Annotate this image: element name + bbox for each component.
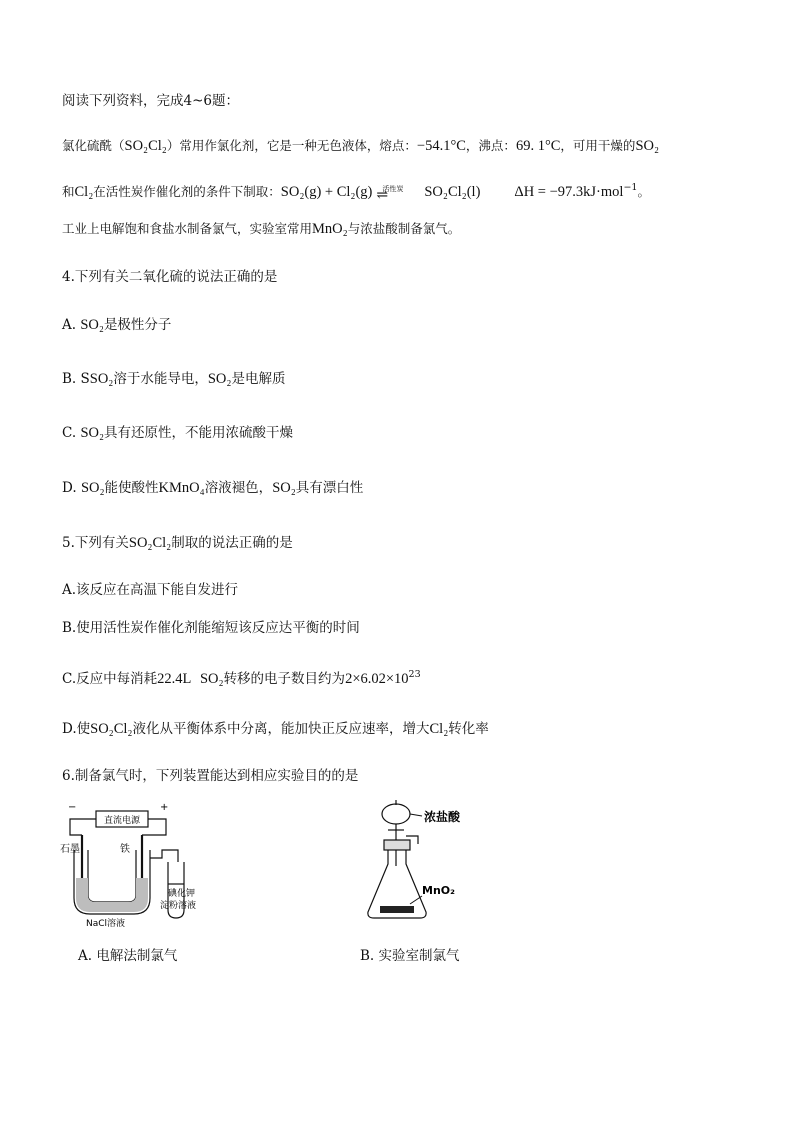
q5-option-c[interactable]: C.反应中每消耗22.4L SO₂转移的电子数目约为$2\times 6.02\times 10^{23}$	[62, 669, 421, 687]
delivery-tube	[150, 850, 178, 862]
q4-option-d[interactable]: D. SO₂能使酸性KMnO₄溶液褪色，SO₂具有漂白性	[62, 480, 364, 496]
plus-terminal-label: +	[160, 802, 169, 813]
minus-terminal-label: −	[68, 802, 77, 813]
intro-text: 阅读下列资料，完成4~6题：	[62, 93, 239, 109]
graphite-label: 石墨	[60, 844, 80, 855]
separatory-funnel	[382, 804, 410, 824]
q4-option-a[interactable]: A. SO₂是极性分子	[62, 317, 172, 333]
equation-left: SO₂(g) + Cl₂(g)	[280, 184, 373, 200]
enthalpy: ΔH = −97.3kJ·mol	[514, 184, 624, 200]
electrolysis-apparatus-figure[interactable]	[56, 800, 256, 930]
q4-option-b[interactable]: B. SSO₂溶于水能导电，SO₂是电解质	[62, 371, 286, 387]
material-line-3: 工业上电解饱和食盐水制备氯气，实验室常用MnO₂与浓盐酸制备氯气。	[62, 221, 461, 237]
nacl-solution-label: NaCl溶液	[86, 919, 126, 929]
ki-label: 碘化钾	[168, 889, 196, 899]
mno2-label: MnO₂	[422, 884, 455, 897]
u-tube-inner	[88, 850, 136, 902]
q5-option-b[interactable]: B.使用活性炭作催化剂能缩短该反应达平衡的时间	[62, 620, 360, 636]
equilibrium-arrow-icon: ⇌	[376, 186, 389, 203]
conc-hcl-label: 浓盐酸	[424, 810, 461, 824]
q4-stem: 4.下列有关二氧化硫的说法正确的是	[62, 269, 278, 285]
material-line-2: 和Cl₂在活性炭作催化剂的条件下制取：SO₂(g) + Cl₂(g) 活性炭 ⇌ SO₂Cl₂(l) ΔH = −97.3kJ·mol$^{-1}$。	[62, 182, 650, 203]
q6-stem: 6.制备氯气时，下列装置能达到相应实验目的的是	[62, 768, 359, 784]
reversible-arrow: 活性炭 ⇌	[376, 184, 404, 203]
equation-right: SO₂Cl₂(l)	[424, 184, 481, 200]
mno2-solid	[380, 906, 414, 913]
q5-stem: 5.下列有关SO₂Cl₂制取的说法正确的是	[62, 535, 293, 551]
material-line-1: 氯化硫酰（SO₂Cl₂）常用作氯化剂，它是一种无色液体，熔点：−54.1°C，沸点：69. 1°C，可用干燥的SO₂	[62, 138, 660, 154]
q5-option-d[interactable]: D.使SO₂Cl₂液化从平衡体系中分离，能加快正反应速率，增大Cl₂转化率	[62, 721, 489, 737]
wire-left	[70, 819, 96, 835]
lab-chlorine-apparatus-figure[interactable]	[360, 800, 490, 925]
acid-pointer-line	[410, 814, 422, 816]
rubber-stopper	[384, 840, 410, 850]
starch-solution-label: 淀粉溶液	[160, 901, 197, 911]
figure-a-caption: A. 电解法制氯气	[78, 948, 178, 964]
q4-option-c[interactable]: C. SO₂具有还原性，不能用浓硫酸干燥	[62, 425, 294, 441]
q5-option-a[interactable]: A.该反应在高温下能自发进行	[62, 582, 239, 598]
mno2-pointer-line	[410, 896, 422, 904]
iron-label: 铁	[120, 844, 130, 855]
power-supply-label: 直流电源	[103, 816, 141, 826]
figure-b-caption: B. 实验室制氯气	[360, 948, 460, 964]
nacl-solution-fill	[76, 878, 148, 912]
